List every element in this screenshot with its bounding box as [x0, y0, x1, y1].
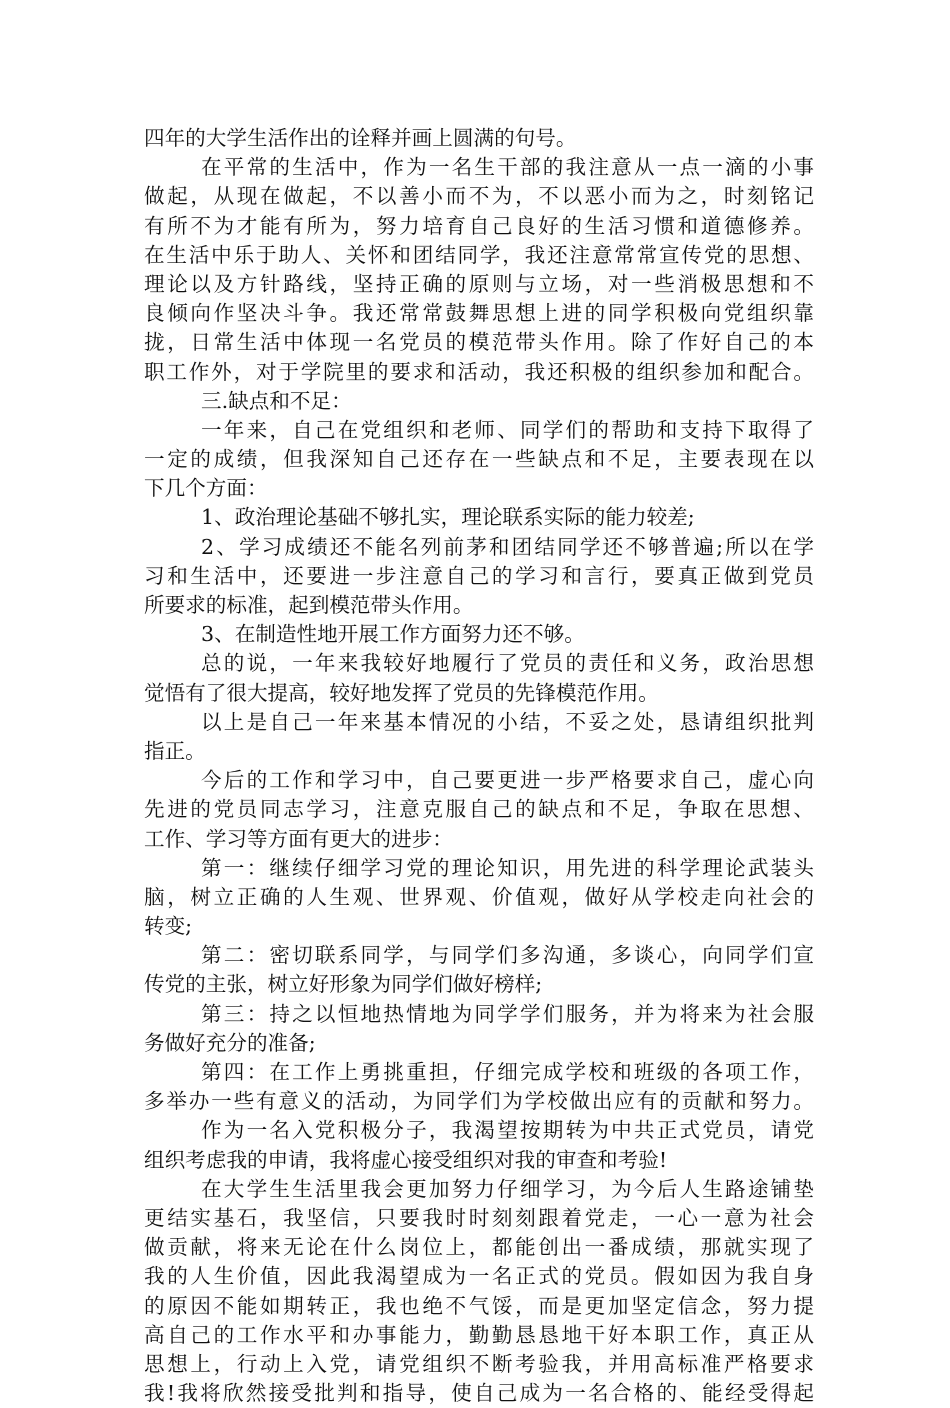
document-text-line: 在大学生生活里我会更加努力仔细学习，为今后人生路途铺垫 [201, 1176, 814, 1201]
document-text-line: 今后的工作和学习中，自己要更进一步严格要求自己，虚心向 [201, 768, 814, 793]
document-text-line: 一年来，自己在党组织和老师、同学们的帮助和支持下取得了 [201, 417, 814, 442]
document-text-line: 更结实基石，我坚信，只要我时时刻刻跟着党走，一心一意为社会 [144, 1205, 814, 1230]
document-text-line: 作为一名入党积极分子，我渴望按期转为中共正式党员，请党 [201, 1118, 814, 1143]
document-text-line: 理论以及方针路线，坚持正确的原则与立场，对一些消极思想和不 [144, 271, 814, 296]
document-text-line: 良倾向作坚决斗争。我还常常鼓舞思想上进的同学积极向党组织靠 [144, 301, 814, 326]
document-text-line: 1、政治理论基础不够扎实，理论联系实际的能力较差; [201, 505, 695, 530]
document-text-line: 第二：密切联系同学，与同学们多沟通，多谈心，向同学们宣 [201, 943, 814, 968]
document-text-line: 有所不为才能有所为，努力培育自己良好的生活习惯和道德修养。 [144, 213, 814, 238]
document-text-line: 第四：在工作上勇挑重担，仔细完成学校和班级的各项工作， [201, 1060, 814, 1084]
document-text-line: 多举办一些有意义的活动，为同学们为学校做出应有的贡献和努力。 [144, 1089, 814, 1114]
document-text-line: 在生活中乐于助人、关怀和团结同学，我还注意常常宣传党的思想、 [144, 242, 814, 267]
document-text-line: 习和生活中，还要进一步注意自己的学习和言行，要真正做到党员 [144, 563, 814, 588]
document-text-line: 觉悟有了很大提高，较好地发挥了党员的先锋模范作用。 [144, 680, 659, 705]
document-text-line: 转变; [144, 914, 193, 939]
document-text-line: 指正。 [144, 738, 206, 763]
document-text-line: 组织考虑我的申请，我将虚心接受组织对我的审查和考验! [144, 1147, 668, 1172]
document-text-line: 拢，日常生活中体现一名党员的模范带头作用。除了作好自己的本 [144, 330, 814, 355]
document-text-line: 我!我将欣然接受批判和指导，使自己成为一名合格的、能经受得起 [144, 1381, 814, 1406]
document-text-line: 务做好充分的准备; [144, 1030, 316, 1055]
document-text-line: 下几个方面： [144, 476, 268, 501]
document-text-line: 四年的大学生活作出的诠释并画上圆满的句号。 [144, 126, 577, 150]
document-text-line: 脑，树立正确的人生观、世界观、价值观，做好从学校走向社会的 [144, 884, 814, 909]
document-text-line: 高自己的工作水平和办事能力，勤勤恳恳地干好本职工作，真正从 [144, 1322, 814, 1347]
document-text-line: 做起，从现在做起，不以善小而不为，不以恶小而为之，时刻铭记 [144, 184, 814, 209]
document-text-line: 三.缺点和不足： [201, 388, 352, 413]
document-text-line: 先进的党员同志学习，注意克服自己的缺点和不足，争取在思想、 [144, 797, 814, 822]
document-text-line: 2、学习成绩还不能名列前茅和团结同学还不够普遍;所以在学 [201, 534, 814, 559]
document-text-line: 我的人生价值，因此我渴望成为一名正式的党员。假如因为我自身 [144, 1264, 814, 1289]
document-text-line: 职工作外，对于学院里的要求和活动，我还积极的组织参加和配合。 [144, 359, 814, 384]
document-text-line: 3、在制造性地开展工作方面努力还不够。 [201, 622, 585, 647]
document-text-line: 第一：继续仔细学习党的理论知识，用先进的科学理论武装头 [201, 855, 814, 880]
document-text-line: 第三：持之以恒地热情地为同学学们服务，并为将来为社会服 [201, 1001, 814, 1026]
document-text-line: 传党的主张，树立好形象为同学们做好榜样; [144, 972, 543, 997]
document-text-line: 思想上，行动上入党，请党组织不断考验我，并用高标准严格要求 [144, 1351, 814, 1376]
document-text-line: 以上是自己一年来基本情况的小结，不妥之处，恳请组织批判 [201, 709, 814, 734]
document-text-line: 做贡献，将来无论在什么岗位上，都能创出一番成绩，那就实现了 [144, 1235, 814, 1260]
document-text-line: 一定的成绩，但我深知自己还存在一些缺点和不足，主要表现在以 [144, 447, 814, 472]
document-text-line: 的原因不能如期转正，我也绝不气馁，而是更加坚定信念，努力提 [144, 1293, 814, 1318]
document-text-line: 所要求的标准，起到模范带头作用。 [144, 593, 474, 617]
document-body [144, 124, 814, 1408]
document-text-line: 在平常的生活中，作为一名生干部的我注意从一点一滴的小事 [201, 155, 814, 180]
document-text-line: 工作、学习等方面有更大的进步： [144, 826, 453, 851]
document-text-line: 总的说，一年来我较好地履行了党员的责任和义务，政治思想 [201, 651, 814, 676]
